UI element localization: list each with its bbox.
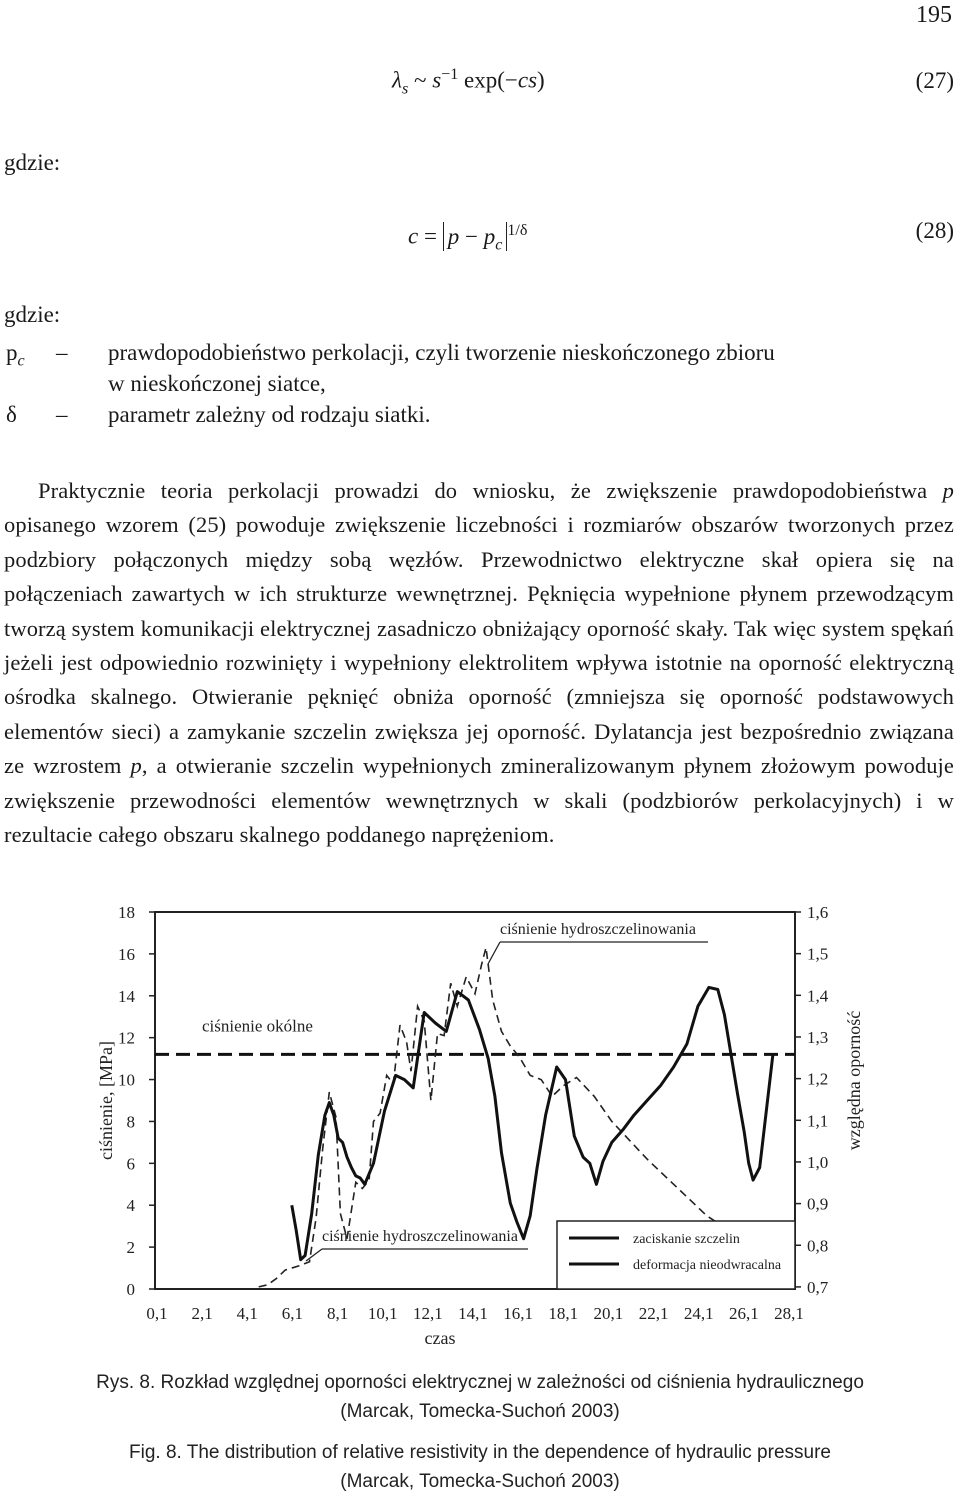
x-tick-label: 8,1 bbox=[326, 1304, 349, 1323]
x-tick-label: 16,1 bbox=[503, 1304, 534, 1323]
gdzie-label-2: gdzie: bbox=[4, 302, 61, 327]
y-tick-label: 16 bbox=[118, 944, 135, 964]
x-tick-label: 18,1 bbox=[548, 1304, 579, 1323]
eq27-close: ) bbox=[537, 67, 545, 93]
resistivity-pressure-chart bbox=[60, 895, 920, 1355]
eq28-pc-sub: c bbox=[495, 236, 503, 254]
equation-28 bbox=[408, 222, 527, 254]
y-tick-label: 4 bbox=[126, 1196, 135, 1216]
caption-pl-line1: Rys. 8. Rozkład względnej oporności elektrycznej w zależności od ciśnienia hydraulicznego bbox=[96, 1372, 864, 1393]
eq28-sup: 1/δ bbox=[507, 222, 528, 239]
eq28-minus: − bbox=[464, 223, 478, 249]
equation-27 bbox=[392, 66, 545, 98]
y2-axis-label: względna oporność bbox=[844, 1010, 864, 1151]
y-tick-label: 18 bbox=[118, 903, 135, 922]
y-tick-label: 12 bbox=[118, 1028, 135, 1048]
series-line-2 bbox=[292, 987, 773, 1259]
eq27-cs: cs bbox=[517, 67, 538, 93]
y-tick-label: 0 bbox=[126, 1280, 135, 1299]
y2-tick-label: 1,6 bbox=[807, 903, 829, 922]
eq27-lambda: λ bbox=[392, 67, 402, 93]
definition-delta bbox=[6, 399, 956, 430]
definition-text: prawdopodobieństwo perkolacji, czyli tworzenie nieskończonego zbioru w nieskończonej siatce, bbox=[108, 340, 775, 396]
eq27-rel: ~ bbox=[413, 67, 427, 93]
caption-en-line1: Fig. 8. The distribution of relative resistivity in the dependence of hydraulic pressure bbox=[129, 1442, 831, 1463]
x-tick-label: 0,1 bbox=[146, 1304, 168, 1323]
y2-tick-label: 1,4 bbox=[807, 986, 829, 1006]
x-tick-label: 14,1 bbox=[458, 1304, 488, 1323]
y-tick-label: 6 bbox=[126, 1154, 135, 1174]
eq27-s: s bbox=[432, 67, 442, 93]
annotation-confining-pressure: ciśnienie okólne bbox=[202, 1016, 313, 1036]
eq28-eq: = bbox=[423, 223, 437, 249]
x-tick-label: 24,1 bbox=[683, 1304, 714, 1323]
x-tick-label: 2,1 bbox=[191, 1304, 213, 1323]
y-tick-label: 2 bbox=[126, 1238, 135, 1258]
definition-text: parametr zależny od rodzaju siatki. bbox=[108, 402, 431, 427]
equation-28-number: (28) bbox=[915, 218, 954, 243]
eq28-p: p bbox=[447, 223, 460, 249]
eq28-pc: p bbox=[483, 223, 496, 249]
y-tick-label: 10 bbox=[118, 1070, 135, 1090]
annotation-frac-pressure-top: ciśnienie hydroszczelinowania bbox=[500, 921, 696, 938]
y2-tick-label: 0,7 bbox=[807, 1277, 829, 1297]
x-tick-label: 26,1 bbox=[728, 1304, 759, 1323]
caption-pl-line2: (Marcak, Tomecka-Suchoń 2003) bbox=[340, 1401, 620, 1422]
x-tick-label: 28,1 bbox=[774, 1304, 804, 1323]
x-tick-label: 4,1 bbox=[236, 1304, 258, 1323]
gdzie-label-1: gdzie: bbox=[4, 150, 61, 175]
y2-tick-label: 1,3 bbox=[807, 1027, 829, 1047]
caption-en-line2: (Marcak, Tomecka-Suchoń 2003) bbox=[340, 1471, 620, 1492]
y2-tick-label: 0,8 bbox=[807, 1236, 829, 1256]
x-tick-label: 10,1 bbox=[367, 1304, 398, 1323]
annotation-frac-pressure-bottom: ciśnienie hydroszczelinowania bbox=[322, 1228, 518, 1245]
y-tick-label: 14 bbox=[118, 986, 135, 1006]
definitions-list bbox=[6, 337, 956, 430]
y2-tick-label: 1,2 bbox=[807, 1069, 829, 1089]
eq28-abs bbox=[443, 222, 508, 254]
y2-tick-label: 1,1 bbox=[807, 1111, 829, 1131]
definition-dash: – bbox=[56, 402, 68, 427]
definition-dash: – bbox=[56, 340, 68, 365]
y-axis-label: ciśnienie, [MPa] bbox=[96, 1041, 116, 1160]
x-tick-label: 12,1 bbox=[412, 1304, 443, 1323]
y2-tick-label: 1,5 bbox=[807, 944, 829, 964]
eq27-lambda-sub: s bbox=[401, 80, 409, 98]
legend-label: zaciskanie szczelin bbox=[633, 1232, 740, 1247]
annotation-pointer-top bbox=[488, 942, 500, 964]
eq28-c: c bbox=[408, 223, 419, 249]
equation-27-number: (27) bbox=[915, 68, 954, 93]
page-number: 195 bbox=[916, 2, 952, 28]
x-tick-label: 20,1 bbox=[593, 1304, 624, 1323]
eq27-exponent: −1 bbox=[441, 66, 459, 83]
annotation-pointer-bottom bbox=[306, 1249, 322, 1261]
body-paragraph: Praktycznie teoria perkolacji prowadzi do wniosku, że zwiększenie prawdopodobieństwa p opisanego wzorem (25) powoduje zwiększenie liczebności i rozmiarów obszarów tworzonych przez podzbiory połączonych między sobą węzłów. Przewodnictwo elektryczne skał opiera się na połączeniach zawartych w ich strukturze wewnętrznej. Pęknięcia wypełnione płynem przewodzącym tworzą system komunikacji elektrycznej zasadniczo obniżający oporność skały. Tak więc system spękań jeżeli jest odpowiednio rozwinięty i wypełniony elektrolitem wpływa istotnie na oporność elektryczną ośrodka skalnego. Otwieranie pęknięć obniża oporność (zmniejsza się oporność podstawowych elementów sieci) a zamykanie szczelin zwiększa jej oporność. Dylatancja jest bezpośrednio związana ze wzrostem p, a otwieranie szczelin wypełnionych zmineralizowanym płynem złożowym powoduje zwiększenie przewodności elementów wewnętrznych w skali (podzbiorów perkolacyjnych) i w rezultacie całego obszaru skalnego poddanego naprężeniom. bbox=[4, 478, 954, 848]
eq27-exp: exp(− bbox=[464, 67, 518, 93]
y2-tick-label: 0,9 bbox=[807, 1194, 829, 1214]
legend-label: deformacja nieodwracalna bbox=[633, 1258, 782, 1273]
definition-symbol: δ bbox=[6, 402, 17, 427]
definition-pc bbox=[6, 337, 956, 399]
y-tick-label: 8 bbox=[126, 1112, 135, 1132]
x-tick-label: 22,1 bbox=[638, 1304, 669, 1323]
definition-symbol: $p_c$ bbox=[6, 340, 25, 370]
x-tick-label: 6,1 bbox=[281, 1304, 304, 1323]
y2-tick-label: 1,0 bbox=[807, 1152, 829, 1172]
x-axis-label: czas bbox=[424, 1328, 456, 1348]
